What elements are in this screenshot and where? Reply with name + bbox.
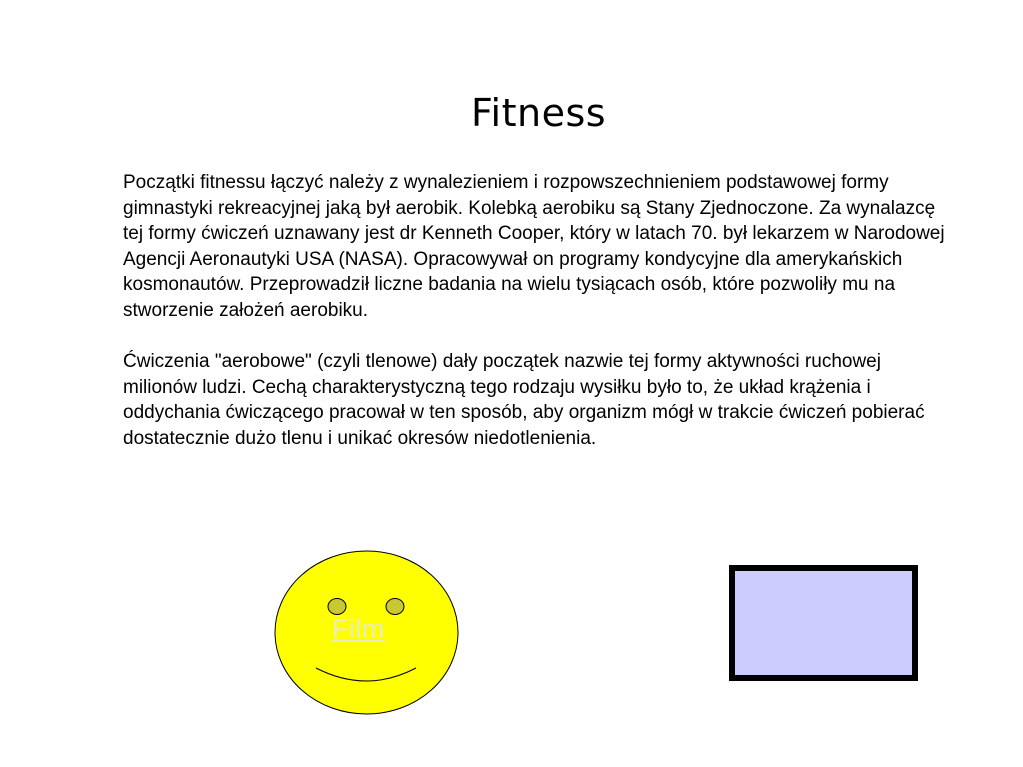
slide-title: Fitness (470, 91, 607, 136)
left-eye-icon (328, 599, 346, 615)
film-link[interactable]: Film (332, 614, 385, 644)
slide-body-text (123, 170, 953, 477)
action-button-frame[interactable] (729, 565, 918, 681)
paragraph-aerobic: Ćwiczenia "aerobowe" (czyli tlenowe) dały początek nazwie tej formy aktywności ruchowej milionów ludzi. Cechą charakterystyczną tego rodzaju wysiłku było to, że układ krążenia i oddychania ćwiczącego pracował w ten sposób, aby organizm mógł w trakcie ćwiczeń pobierać dostatecznie dużo tlenu i unikać okresów niedotlenienia. (123, 351, 925, 449)
right-eye-icon (386, 599, 404, 615)
paragraph-history: Początki fitnessu łączyć należy z wynalezieniem i rozpowszechnieniem podstawowej formy gimnastyki rekreacyjnej jaką był aerobik. Kolebką aerobiku są Stany Zjednoczone. Za wynalazcę tej formy ćwiczeń uznawany jest dr Kenneth Cooper, który w latach 70. był lekarzem w Narodowej Agencji Aeronautyki USA (NASA). Opracowywał on programy kondycyjne dla amerykańskich kosmonautów. Przeprowadził liczne badania na wielu tysiącach osób, które pozwoliły mu na stworzenie założeń aerobiku. (123, 172, 945, 321)
